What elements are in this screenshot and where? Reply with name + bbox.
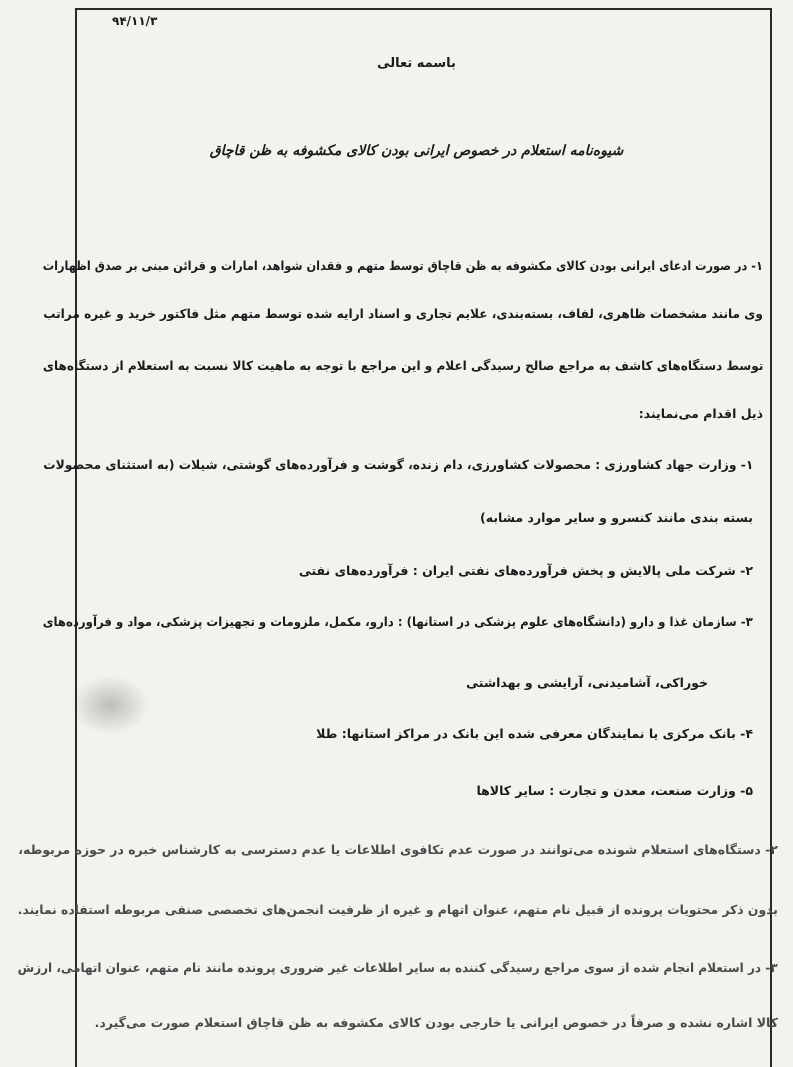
list-item-4: ۴- بانک مرکزی یا نمایندگان معرفی شده این بانک در مراکز استانها: طلا [316,726,753,741]
list-item-1-cont: بسته بندی مانند کنسرو و سایر موارد مشابه) [480,510,753,525]
list-item-2: ۲- شرکت ملی پالایش و پخش فرآورده‌های نفتی ایران : فرآورده‌های نفتی [298,563,753,578]
body-line-section-2-cont: بدون ذکر محتویات پرونده از قبیل نام متهم، عنوان اتهام و غیره از ظرفیت انجمن‌های تخصصی صنفی مربوطه استفاده نمایند. [17,902,778,917]
list-item-1: ۱- وزارت جهاد کشاورزی : محصولات کشاورزی، دام زنده، گوشت و فرآورده‌های گوشتی، شیلات (به استثنای محصولات [42,457,753,472]
list-item-3-cont: خوراکی، آشامیدنی، آرایشی و بهداشتی [466,675,708,690]
ink-smudge [70,675,150,735]
body-line-2: وی مانند مشخصات ظاهری، لفاف، بسته‌بندی، علایم تجاری و اسناد ارایه شده توسط متهم مثل فاکتور خرید و غیره مراتب [43,306,763,321]
body-line-section-3-cont: کالا اشاره نشده و صرفاً در خصوص ایرانی یا خارجی بودن کالای مکشوفه به ظن قاچاق استعلام صورت می‌گیرد. [94,1015,778,1030]
document-title: شیوه‌نامه استعلام در خصوص ایرانی بودن کالای مکشوفه به ظن قاچاق [209,143,624,159]
body-line-section-2: ۲- دستگاه‌های استعلام شونده می‌توانند در صورت عدم تکافوی اطلاعات یا عدم دسترسی به کارشناس خبره در حوزه مربوطه، [18,842,778,857]
body-line-4: ذیل اقدام می‌نمایند: [638,406,763,421]
list-item-5: ۵- وزارت صنعت، معدن و تجارت : سایر کالاها [476,783,753,798]
body-line-3: توسط دستگاه‌های کاشف به مراجع صالح رسیدگی اعلام و این مراجع با توجه به ماهیت کالا نسبت به استعلام از دستگاه‌های [42,358,763,373]
body-line-section-3: ۳- در استعلام انجام شده از سوی مراجع رسیدگی کننده به سایر اطلاعات غیر ضروری پرونده مانند نام متهم، عنوان اتهامی، ارزش [18,960,778,975]
bismillah-heading: باسمه تعالی [377,56,456,71]
body-line-1: ۱- در صورت ادعای ایرانی بودن کالای مکشوفه به ظن قاچاق توسط متهم و فقدان شواهد، امارات و قرائن مبنی بر صدق اظهارات [42,258,763,273]
document-date: ۹۴/۱۱/۳ [112,14,158,28]
list-item-3: ۳- سازمان غذا و دارو (دانشگاه‌های علوم پزشکی در استانها) : دارو، مکمل، ملزومات و تجهیزات پزشکی، مواد و فرآورده‌های [42,614,753,629]
